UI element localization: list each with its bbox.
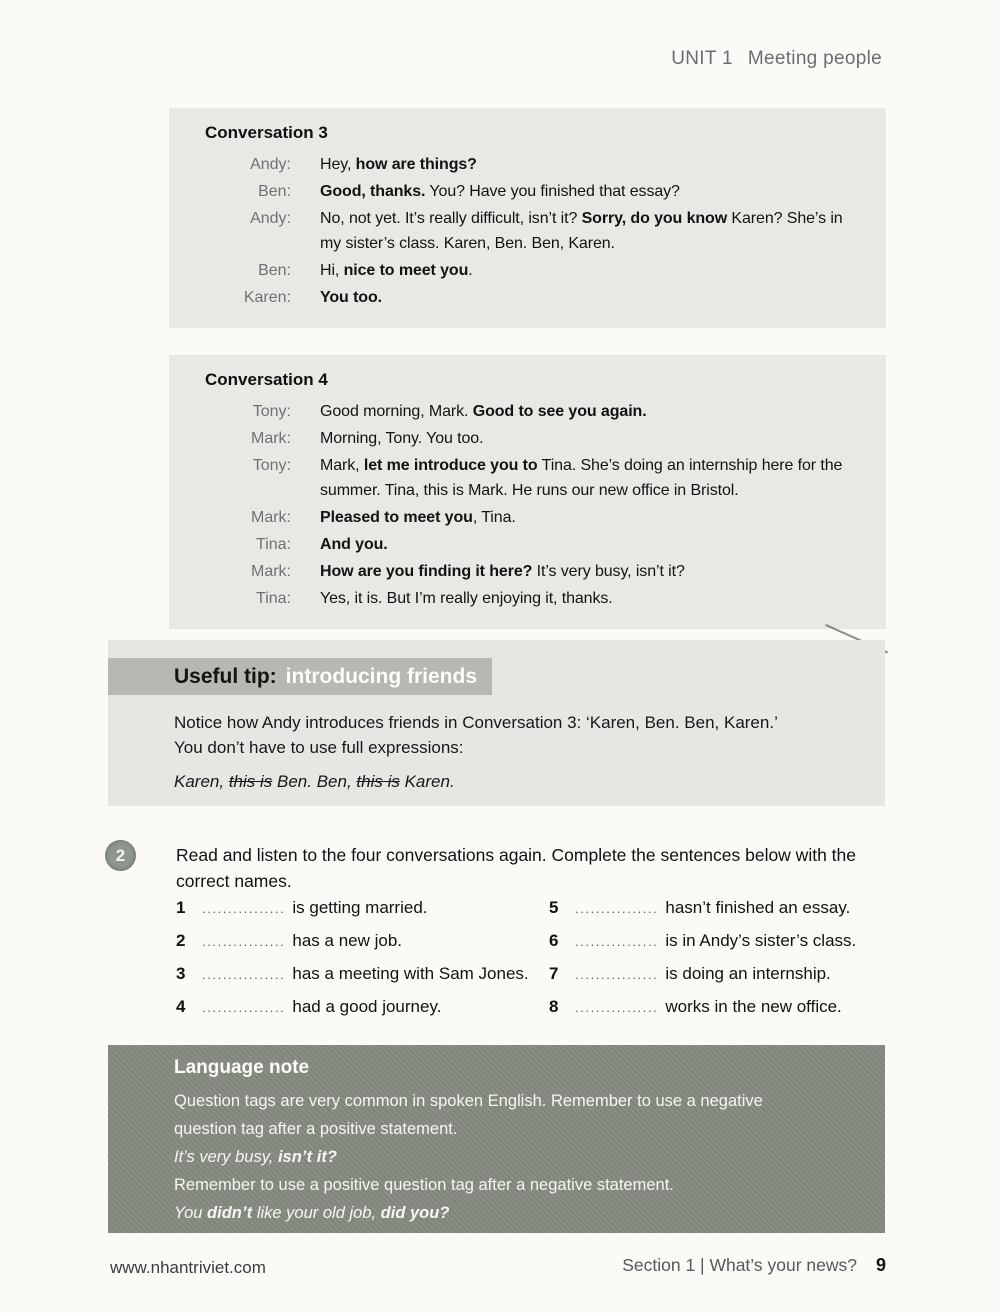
speaker-name: Mark: (251, 509, 291, 526)
dialogue-line (320, 426, 866, 451)
item-text: has a meeting with Sam Jones. (292, 964, 529, 983)
speaker-name: Mark: (251, 430, 291, 447)
conversation-3-dialogue (205, 152, 866, 310)
language-note-box (108, 1045, 885, 1233)
text-segment: Hey, (320, 156, 356, 173)
text-segment: Yes, it is. But I’m really enjoying it, thanks. (320, 590, 613, 607)
useful-tip-header-strip (108, 658, 492, 695)
text-segment: Good morning, Mark. (320, 403, 473, 420)
blank-dotted-line: ................ (202, 901, 286, 916)
useful-tip-body (174, 710, 855, 760)
dialogue-turn (205, 285, 866, 310)
fill-items-left-column (176, 898, 548, 1030)
speaker-name: Tony: (252, 457, 291, 474)
text-segment: Notice how Andy introduces friends in Conversation 3: ‘Karen, Ben. Ben, Karen.’ (174, 713, 778, 732)
footer-website (110, 1258, 266, 1278)
page-header (671, 48, 882, 70)
speaker-name: Andy: (250, 156, 291, 173)
text-segment: Sorry, do you know (581, 210, 728, 227)
exercise-instruction: Read and listen to the four conversations again. Complete the sentences below with the correct names. (176, 845, 856, 891)
text-line (174, 1117, 825, 1142)
footer-right (622, 1255, 886, 1276)
item-number: 2 (176, 931, 186, 950)
blank-dotted-line: ................ (575, 967, 659, 982)
blank-dotted-line: ................ (575, 1000, 659, 1015)
dialogue-line (320, 453, 866, 503)
text-segment: didn’t (207, 1204, 253, 1222)
item-text: has a new job. (292, 931, 403, 950)
dialogue-line (320, 532, 866, 557)
dialogue-line (320, 505, 866, 530)
dialogue-turn (205, 559, 866, 584)
item-text: is doing an internship. (665, 964, 831, 983)
fill-item (549, 997, 889, 1030)
conversation-3-box (169, 108, 886, 328)
text-segment: Karen. (399, 772, 455, 791)
blank-dotted-line: ................ (202, 967, 286, 982)
dialogue-turn (205, 586, 866, 611)
dialogue-line (320, 179, 866, 204)
dialogue-line (320, 559, 866, 584)
text-segment: nice to meet you (343, 262, 469, 279)
text-segment: Good, thanks. (320, 183, 426, 200)
text-segment: You (174, 1204, 208, 1222)
item-text: works in the new office. (665, 997, 842, 1016)
useful-tip-box (108, 640, 885, 806)
text-segment: Tina. She’s doing an internship here for the summer. Tina, this is Mark. He runs our new office in Bristol. (320, 457, 843, 499)
item-number: 6 (549, 931, 559, 950)
text-segment: Pleased to meet you (320, 509, 473, 526)
dialogue-turn (205, 532, 866, 557)
text-segment: this is (356, 772, 400, 791)
language-note-body (174, 1089, 825, 1229)
text-line (174, 1089, 825, 1114)
text-segment: Karen? She’s in my sister’s class. Karen, Ben. Ben, Karen. (320, 210, 843, 252)
text-segment: this is (228, 772, 273, 791)
item-number: 1 (176, 898, 186, 917)
dialogue-turn (205, 152, 866, 177)
footer-page-number: 9 (875, 1255, 886, 1275)
text-segment: It’s very busy, (174, 1148, 278, 1166)
text-segment: Mark, (320, 457, 364, 474)
exercise-number-badge: 2 (105, 840, 136, 871)
conversation-4-box (169, 355, 886, 629)
useful-tip-label: Useful tip: (174, 664, 277, 688)
text-segment: question tag after a positive statement. (174, 1120, 458, 1138)
dialogue-turn (205, 399, 866, 424)
blank-dotted-line: ................ (202, 1000, 286, 1015)
text-segment: Question tags are very common in spoken English. Remember to use a negative (174, 1092, 763, 1110)
text-segment: Remember to use a positive question tag after a negative statement. (174, 1176, 674, 1194)
text-segment: Morning, Tony. You too. (320, 430, 484, 447)
dialogue-turn (205, 206, 866, 256)
text-segment: let me introduce you to (363, 457, 538, 474)
fill-items-right-column (549, 898, 889, 1030)
dialogue-turn (205, 179, 866, 204)
useful-tip-topic: introducing friends (285, 664, 477, 688)
text-line (174, 1173, 825, 1198)
dialogue-line (320, 206, 866, 256)
text-segment: Ben. Ben, (272, 772, 357, 791)
blank-dotted-line: ................ (202, 934, 286, 949)
speaker-name: Andy: (250, 210, 291, 227)
dialogue-turn (205, 505, 866, 530)
fill-item (549, 964, 889, 997)
text-line (174, 1145, 825, 1170)
fill-item (176, 931, 548, 964)
text-segment: And you. (320, 536, 388, 553)
text-segment: Good to see you again. (472, 403, 647, 420)
text-segment: did you? (380, 1204, 450, 1222)
text-segment: Karen, (174, 772, 229, 791)
speaker-name: Tina: (256, 536, 291, 553)
speaker-name: Mark: (251, 563, 291, 580)
item-text: is in Andy’s sister’s class. (665, 931, 857, 950)
speaker-name: Tina: (256, 590, 291, 607)
fill-item (176, 997, 548, 1030)
conversation-4-title: Conversation 4 (205, 370, 328, 389)
text-segment: You? Have you finished that essay? (425, 183, 680, 200)
text-segment: No, not yet. It’s really difficult, isn’t it? (320, 210, 582, 227)
conversation-3-title: Conversation 3 (205, 123, 328, 142)
speaker-name: Ben: (258, 262, 291, 279)
dialogue-turn (205, 258, 866, 283)
speaker-name: Tony: (252, 403, 291, 420)
text-segment: How are you finding it here? (320, 563, 533, 580)
fill-item (549, 898, 889, 931)
useful-tip-example (174, 772, 455, 792)
footer-section-title: Section 1 | What’s your news? (622, 1255, 857, 1275)
blank-dotted-line: ................ (575, 901, 659, 916)
item-number: 5 (549, 898, 559, 917)
unit-title: Meeting people (747, 48, 882, 69)
fill-item (549, 931, 889, 964)
blank-dotted-line: ................ (575, 934, 659, 949)
text-segment: You too. (320, 289, 382, 306)
text-segment: It’s very busy, isn’t it? (532, 563, 685, 580)
dialogue-line (320, 399, 866, 424)
text-line (174, 735, 855, 760)
dialogue-line (320, 258, 866, 283)
footer-website-text: www.nhantriviet.com (110, 1258, 266, 1277)
text-line (174, 710, 855, 735)
item-number: 3 (176, 964, 186, 983)
text-segment: like your old job, (252, 1204, 381, 1222)
dialogue-turn (205, 426, 866, 451)
dialogue-turn (205, 453, 866, 503)
item-text: had a good journey. (292, 997, 442, 1016)
fill-item (176, 964, 548, 997)
text-line (174, 1201, 825, 1226)
language-note-title: Language note (174, 1057, 310, 1078)
item-text: hasn’t finished an essay. (665, 898, 851, 917)
conversation-4-dialogue (205, 399, 866, 611)
fill-item (176, 898, 548, 931)
text-segment: isn’t it? (277, 1148, 337, 1166)
text-segment: , Tina. (472, 509, 516, 526)
unit-label: UNIT 1 (671, 48, 733, 69)
dialogue-line (320, 285, 866, 310)
text-segment: how are things? (355, 156, 477, 173)
item-text: is getting married. (292, 898, 428, 917)
item-number: 8 (549, 997, 559, 1016)
speaker-name: Karen: (243, 289, 291, 306)
text-segment: Hi, (320, 262, 344, 279)
speaker-name: Ben: (258, 183, 291, 200)
item-number: 7 (549, 964, 559, 983)
text-segment: . (468, 262, 473, 279)
dialogue-line (320, 152, 866, 177)
item-number: 4 (176, 997, 186, 1016)
dialogue-line (320, 586, 866, 611)
text-segment: You don’t have to use full expressions: (174, 738, 464, 757)
